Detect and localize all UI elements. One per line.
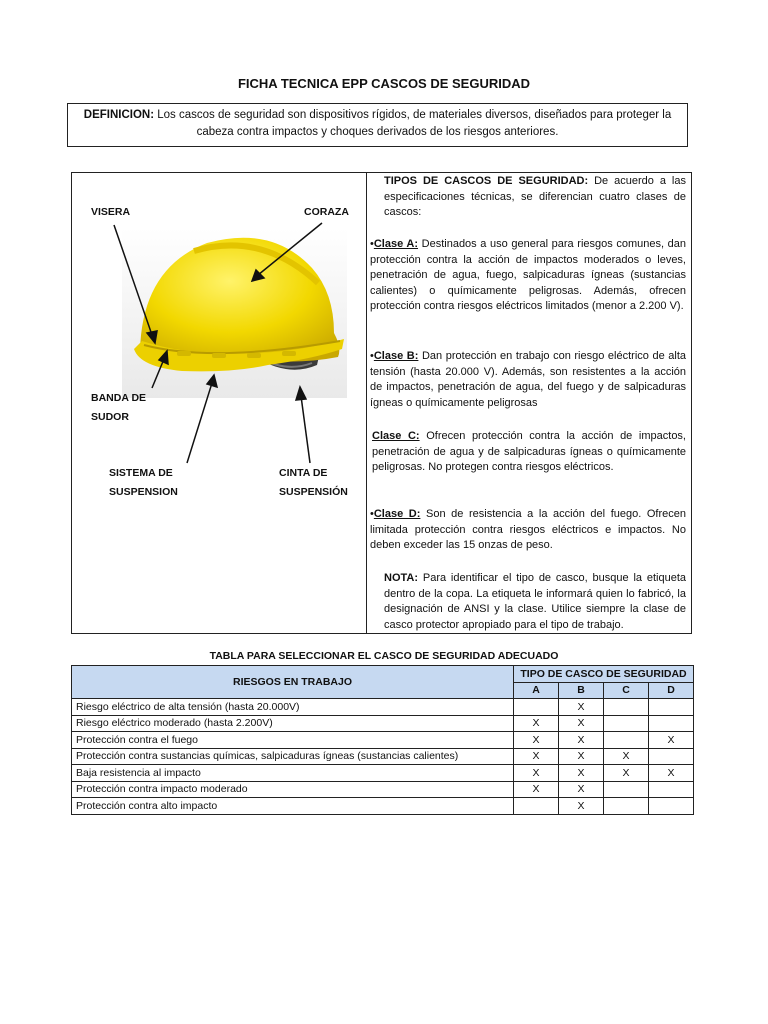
- col-c: C: [604, 682, 649, 699]
- mark-cell: [514, 798, 559, 815]
- label-cinta-line2: SUSPENSIÓN: [279, 486, 348, 498]
- mark-cell: X: [514, 748, 559, 765]
- risk-cell: Protección contra impacto moderado: [72, 781, 514, 798]
- col-a: A: [514, 682, 559, 699]
- mark-cell: X: [559, 765, 604, 782]
- mark-cell: X: [649, 732, 694, 749]
- label-banda-line1: BANDA DE: [91, 392, 147, 404]
- label-sistema-line2: SUSPENSION: [109, 486, 178, 498]
- class-c: [372, 429, 686, 476]
- mark-cell: [604, 715, 649, 732]
- table-row: [72, 798, 694, 815]
- label-banda-sudor: [91, 389, 146, 427]
- mark-cell: X: [559, 748, 604, 765]
- class-b-name: Clase B:: [373, 350, 419, 362]
- label-cinta-suspension: [279, 464, 348, 502]
- class-b-text: Dan protección en trabajo con riesgo eléctrico de alta tensión (hasta 20.000 V). Además, son resistentes a la acción de impactos, penetración de agua, del fuego y de salpicaduras ígneas o químicamente peligrosas: [370, 350, 686, 409]
- definition-label: DEFINICION:: [83, 109, 155, 121]
- risk-cell: Riesgo eléctrico de alta tensión (hasta 20.000V): [72, 699, 514, 716]
- table-row: [72, 699, 694, 716]
- table-row: [72, 781, 694, 798]
- class-b: [370, 349, 686, 411]
- label-sistema-line1: SISTEMA DE: [109, 467, 173, 479]
- label-cinta-line1: CINTA DE: [279, 467, 328, 479]
- note-text: Para identificar el tipo de casco, busque la etiqueta dentro de la copa. La etiqueta le informará quien lo fabricó, la designación de ANSI y la clase. Utilice siempre la clase de casco protector apropiado para el tipo de trabajo.: [384, 572, 686, 631]
- note: [384, 571, 686, 633]
- class-d-text: Son de resistencia a la acción del fuego. Ofrecen limitada protección contra riesgos eléctricos e impactos. No deben exceder las 15 onzas de peso.: [370, 508, 686, 552]
- mark-cell: X: [604, 748, 649, 765]
- table-row: [72, 748, 694, 765]
- bullet-icon: •: [370, 238, 374, 250]
- table-caption: TABLA PARA SELECCIONAR EL CASCO DE SEGURIDAD ADECUADO: [209, 650, 559, 662]
- label-visera: VISERA: [91, 206, 131, 218]
- page-title: FICHA TECNICA EPP CASCOS DE SEGURIDAD: [237, 76, 531, 91]
- label-sistema-suspension: [109, 464, 178, 502]
- mark-cell: [649, 715, 694, 732]
- class-a: [370, 237, 686, 315]
- mark-cell: X: [559, 781, 604, 798]
- risk-cell: Protección contra el fuego: [72, 732, 514, 749]
- mark-cell: [604, 781, 649, 798]
- risk-cell: Baja resistencia al impacto: [72, 765, 514, 782]
- table-row: [72, 765, 694, 782]
- mark-cell: X: [514, 732, 559, 749]
- types-intro-text: De acuerdo a las especificaciones técnicas, se diferencian cuatro clases de cascos:: [384, 175, 686, 219]
- mark-cell: [649, 798, 694, 815]
- mark-cell: X: [514, 765, 559, 782]
- risk-cell: Protección contra alto impacto: [72, 798, 514, 815]
- helmet-selection-table: [71, 665, 694, 815]
- mark-cell: X: [649, 765, 694, 782]
- definition-text: Los cascos de seguridad son dispositivos rígidos, de materiales diversos, diseñados para proteger la cabeza contra impactos y choques derivados de los riesgos anteriores.: [157, 109, 672, 138]
- mark-cell: [514, 699, 559, 716]
- type-header: TIPO DE CASCO DE SEGURIDAD: [514, 666, 694, 683]
- types-intro: [384, 174, 686, 221]
- mark-cell: [649, 781, 694, 798]
- risk-cell: Riesgo eléctrico moderado (hasta 2.200V): [72, 715, 514, 732]
- mark-cell: X: [559, 699, 604, 716]
- bullet-icon: •: [370, 350, 374, 362]
- risk-header: RIESGOS EN TRABAJO: [72, 666, 514, 699]
- label-coraza: CORAZA: [304, 206, 349, 218]
- mark-cell: X: [559, 798, 604, 815]
- mark-cell: [649, 699, 694, 716]
- risk-cell: Protección contra sustancias químicas, salpicaduras ígneas (sustancias calientes): [72, 748, 514, 765]
- mark-cell: [649, 748, 694, 765]
- mark-cell: [604, 732, 649, 749]
- mark-cell: [604, 699, 649, 716]
- col-b: B: [559, 682, 604, 699]
- mark-cell: X: [559, 715, 604, 732]
- class-d: [370, 507, 686, 554]
- class-d-name: Clase D:: [373, 508, 421, 520]
- col-d: D: [649, 682, 694, 699]
- class-a-name: Clase A:: [373, 238, 419, 250]
- note-label: NOTA:: [384, 572, 419, 584]
- mark-cell: X: [559, 732, 604, 749]
- mark-cell: X: [514, 715, 559, 732]
- helmet-info-box: [71, 172, 692, 634]
- class-c-text: Ofrecen protección contra la acción de impactos, penetración de agua y de salpicaduras ígneas o químicamente peligrosas. No protegen contra riesgos eléctricos.: [372, 430, 686, 474]
- definition-box: [67, 103, 688, 147]
- label-banda-line2: SUDOR: [91, 411, 129, 423]
- table-row: [72, 715, 694, 732]
- types-heading: TIPOS DE CASCOS DE SEGURIDAD:: [384, 175, 589, 187]
- mark-cell: X: [604, 765, 649, 782]
- class-a-text: Destinados a uso general para riesgos comunes, dan protección contra la acción de impactos moderados o leves, penetración de agua, fuego, salpicaduras ígneas (sustancias calientes) o químicamente peligrosas. Además, ofrecen protección contra riesgos eléctricos limitados (menor a 2.200 V).: [370, 238, 686, 313]
- mark-cell: [604, 798, 649, 815]
- table-row: [72, 732, 694, 749]
- bullet-icon: •: [370, 508, 374, 520]
- class-c-name: Clase C:: [372, 430, 420, 442]
- column-divider: [366, 173, 367, 633]
- mark-cell: X: [514, 781, 559, 798]
